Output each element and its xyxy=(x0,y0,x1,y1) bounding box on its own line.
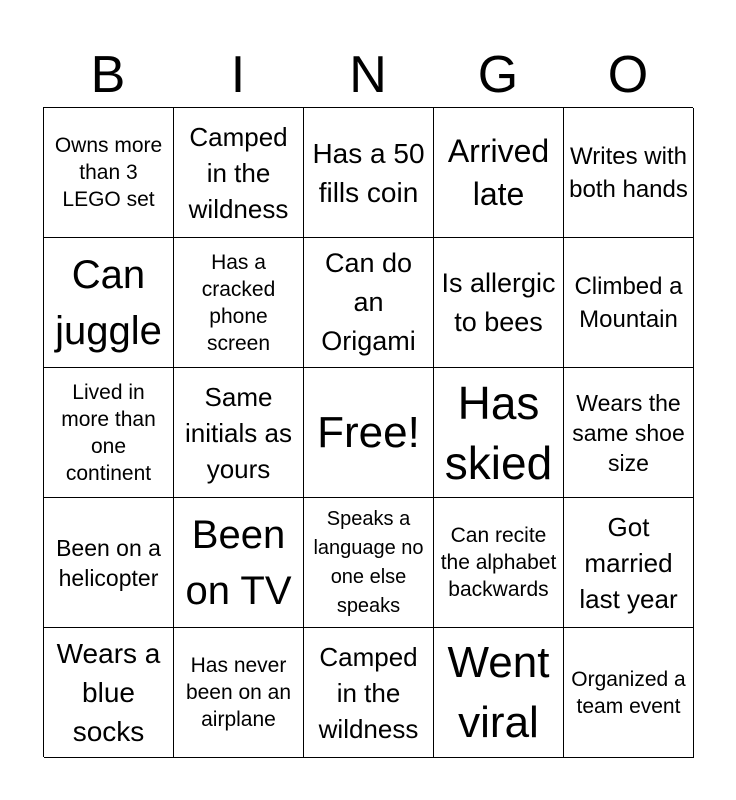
bingo-cell[interactable] xyxy=(44,368,174,498)
bingo-cell[interactable] xyxy=(174,498,304,628)
bingo-header xyxy=(43,44,693,106)
bingo-cell[interactable] xyxy=(304,108,434,238)
cell-text: Same initials as yours xyxy=(185,381,292,484)
bingo-cell[interactable] xyxy=(434,498,564,628)
bingo-cell[interactable] xyxy=(304,238,434,368)
cell-text: Wears the same shoe size xyxy=(572,389,685,476)
cell-text: Climbed a Mountain xyxy=(574,272,683,333)
cell-text: Lived in more than one continent xyxy=(61,380,156,485)
header-letter-b: B xyxy=(90,46,126,104)
cell-text: Speaks a language no one else speaks xyxy=(313,507,424,617)
cell-text: Wears a blue socks xyxy=(56,638,161,747)
header-letter-i: I xyxy=(230,46,246,104)
bingo-cell[interactable] xyxy=(564,498,694,628)
free-space-cell[interactable] xyxy=(304,368,434,498)
bingo-cell[interactable] xyxy=(434,108,564,238)
cell-text: Owns more than 3 LEGO set xyxy=(54,134,163,211)
cell-text: Has a cracked phone screen xyxy=(201,250,276,355)
header-letter-g: G xyxy=(477,46,519,104)
cell-text: Can do an Origami xyxy=(321,248,416,356)
cell-text: Can recite the alphabet backwards xyxy=(440,524,557,601)
header-letter-n: N xyxy=(349,46,387,104)
cell-text: Writes with both hands xyxy=(569,142,688,203)
bingo-grid xyxy=(43,107,693,757)
bingo-cell[interactable] xyxy=(434,628,564,758)
cell-text: Went viral xyxy=(447,637,550,747)
bingo-cell[interactable] xyxy=(564,628,694,758)
bingo-cell[interactable] xyxy=(564,108,694,238)
cell-text: Can juggle xyxy=(55,252,162,353)
cell-text: Been on a helicopter xyxy=(56,534,161,591)
cell-text: Camped in the wildness xyxy=(318,641,419,744)
cell-text: Camped in the wildness xyxy=(188,121,289,224)
bingo-cell[interactable] xyxy=(174,108,304,238)
bingo-cell[interactable] xyxy=(564,368,694,498)
cell-text: Got married last year xyxy=(579,511,678,614)
cell-text: Been on TV xyxy=(185,512,292,613)
header-letter-o: O xyxy=(607,46,649,104)
bingo-cell[interactable] xyxy=(44,108,174,238)
cell-text: Has a 50 fills coin xyxy=(312,137,425,208)
free-space-text: Free! xyxy=(317,407,420,457)
bingo-cell[interactable] xyxy=(434,368,564,498)
bingo-cell[interactable] xyxy=(434,238,564,368)
bingo-cell[interactable] xyxy=(44,238,174,368)
bingo-cell[interactable] xyxy=(304,498,434,628)
bingo-cell[interactable] xyxy=(174,368,304,498)
cell-text: Has skied xyxy=(444,376,553,489)
bingo-cell[interactable] xyxy=(304,628,434,758)
cell-text: Organized a team event xyxy=(571,667,686,718)
bingo-cell[interactable] xyxy=(174,238,304,368)
cell-text: Arrived late xyxy=(447,132,550,212)
bingo-cell[interactable] xyxy=(44,498,174,628)
cell-text: Is allergic to bees xyxy=(441,267,556,337)
bingo-cell[interactable] xyxy=(174,628,304,758)
bingo-cell[interactable] xyxy=(44,628,174,758)
cell-text: Has never been on an airplane xyxy=(185,654,292,731)
bingo-cell[interactable] xyxy=(564,238,694,368)
